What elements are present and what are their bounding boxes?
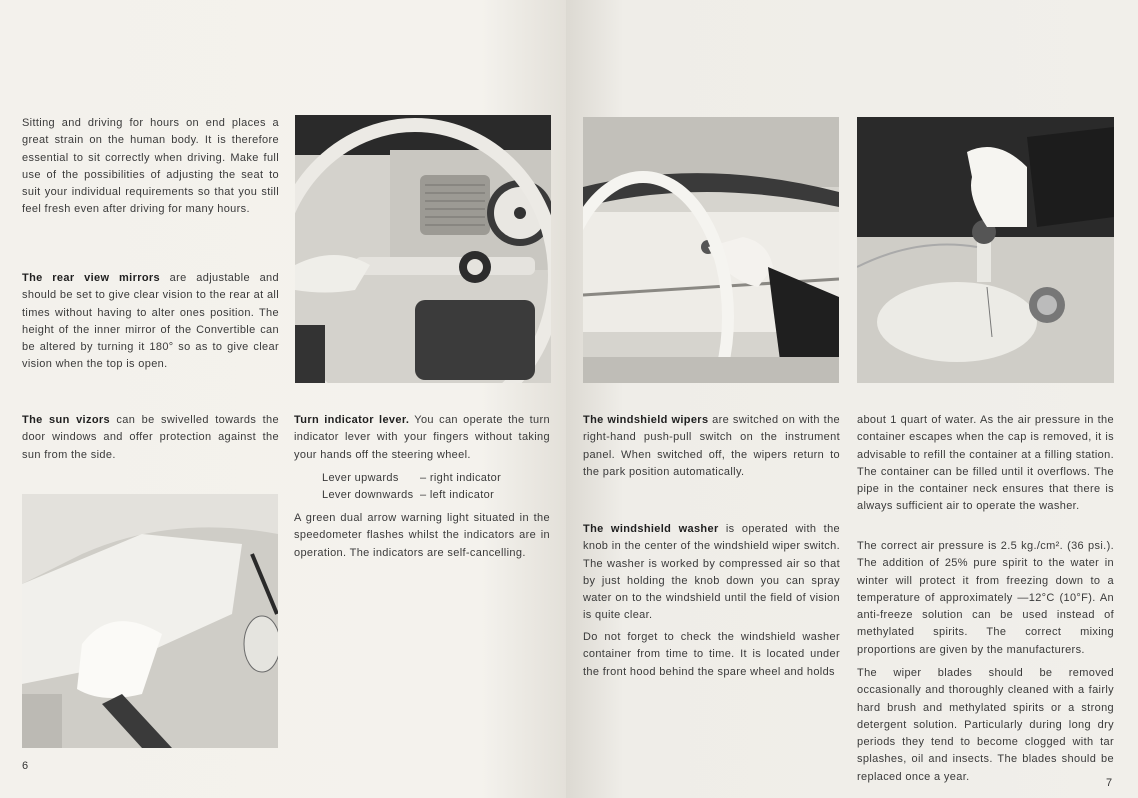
intro-paragraph: Sitting and driving for hours on end places a great strain on the human body. It is therefore essential to sit correctly when driving. Make full use of the possibilities of adjusting the seat to suit your individual requirements so that you still feel fresh even after driving for many hours. — [22, 117, 279, 216]
left-page — [0, 0, 566, 798]
pressure-paragraph: The correct air pressure is 2.5 kg./cm². (36 psi.). The addition of 25% pure spirit to the water in winter will protect it from freezing down to a temperature of approximately —12°C (10°F). An anti-freeze solution can be used instead of methylated spirits. The correct mixing proportions are given by the manufacturers. — [857, 540, 1114, 656]
washer-paragraph — [583, 521, 840, 625]
wipers-text: are switched on with the right-hand push-pull switch on the instrument panel. When switched off, the wipers return to the park position automatically. — [583, 414, 840, 478]
wipers-paragraph — [583, 412, 840, 481]
turn-heading: Turn indicator lever. — [294, 414, 410, 426]
mirrors-heading: The rear view mirrors — [22, 272, 160, 284]
sun-vizor-photo — [22, 494, 278, 748]
turn-text: You can operate the turn indicator lever with your fingers without taking your hands off the steering wheel. — [294, 414, 550, 461]
indicator-row-down: Lever downwards – left indicator — [322, 489, 495, 502]
steering-wheel-photo — [295, 115, 551, 383]
washer-heading: The windshield washer — [583, 523, 719, 535]
page-number-left: 6 — [22, 760, 29, 772]
page-number-right: 7 — [1106, 777, 1113, 789]
washer-text: is operated with the knob in the center of the windshield wiper switch. The washer is worked by compressed air so that by just holding the knob down you can spray water on to the windshield until the field of vision is quite clear. — [583, 523, 840, 622]
washer-container-photo — [857, 117, 1114, 383]
mirrors-text: are adjustable and should be set to give clear vision to the rear at all times without having to alter ones position. The height of the inner mirror of the Convertible can be altered by turning it 180° so as to give clear vision when the top is open. — [22, 272, 280, 371]
check-container-paragraph: Do not forget to check the windshield washer container from time to time. It is located under the front hood behind the spare wheel and holds — [583, 631, 840, 678]
warning-light-paragraph: A green dual arrow warning light situated in the speedometer flashes whilst the indicators are in operation. The indicators are self-cancelling. — [294, 512, 550, 559]
mirrors-paragraph — [22, 270, 279, 374]
vizors-paragraph — [22, 412, 279, 464]
indicator-list — [322, 470, 550, 505]
indicator-row-up: Lever upwards – right indicator — [322, 472, 502, 484]
vizors-heading: The sun vizors — [22, 414, 110, 426]
wipers-heading: The windshield wipers — [583, 414, 709, 426]
quart-paragraph: about 1 quart of water. As the air pressure in the container escapes when the cap is removed, it is advisable to refill the container at a filling station. The container can be filled until it overflows. The pipe in the container neck ensures that there is always sufficient air to operate the washer. — [857, 414, 1114, 513]
wiper-switch-photo — [583, 117, 839, 383]
blades-paragraph: The wiper blades should be removed occasionally and thoroughly cleaned with a fairly hard brush and methylated spirits or a strong detergent solution. Particularly during long dry periods they tend to become clogged with tar splashes, oil and insects. The blades should be replaced once a year. — [857, 667, 1114, 783]
turn-indicator-paragraph — [294, 412, 550, 464]
right-page — [566, 0, 1138, 798]
vizors-text: can be swivelled towards the door windows and offer protection against the sun from the side. — [22, 414, 279, 461]
